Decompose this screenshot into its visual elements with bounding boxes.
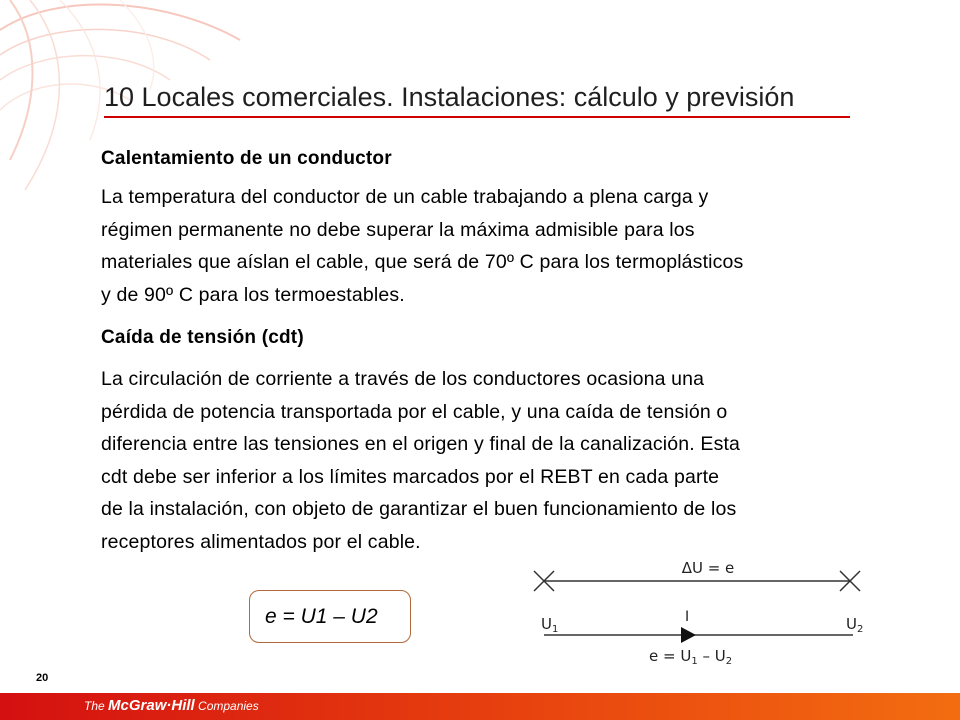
publisher-logo bbox=[84, 697, 259, 714]
paragraph-line: diferencia entre las tensiones en el origen y final de la canalización. Esta bbox=[101, 433, 741, 455]
voltage-drop-diagram bbox=[528, 555, 878, 670]
footer-bar bbox=[0, 693, 960, 720]
svg-text:U2 bbox=[846, 615, 863, 635]
bottom-formula-part: – U bbox=[697, 647, 726, 665]
u1-subscript: 1 bbox=[551, 624, 559, 635]
paragraph-line: La circulación de corriente a través de los conductores ocasiona una bbox=[101, 368, 705, 390]
bottom-formula-part: e = U bbox=[649, 647, 692, 665]
paragraph-line: pérdida de potencia transportada por el cable, y una caída de tensión o bbox=[101, 400, 728, 423]
current-arrow-icon bbox=[681, 627, 696, 643]
section-heading-calentamiento: Calentamiento de un conductor bbox=[101, 148, 392, 169]
section-heading-caida: Caída de tensión (cdt) bbox=[101, 327, 304, 348]
paragraph-line: y de 90º C para los termoestables. bbox=[101, 283, 405, 306]
svg-text:U1 bbox=[541, 615, 558, 635]
svg-text:e = U1 – U2 bbox=[649, 647, 732, 667]
slide-title: 10 Locales comerciales. Instalaciones: cálculo y previsión bbox=[104, 82, 795, 112]
paragraph-line: materiales que aíslan el cable, que será de 70º C para los termoplásticos bbox=[101, 251, 744, 273]
logo-companies: Companies bbox=[194, 699, 259, 713]
paragraph-line: régimen permanente no debe superar la máxima admisible para los bbox=[101, 218, 695, 241]
paragraph-line: receptores alimentados por el cable. bbox=[101, 530, 421, 553]
u2-label: U bbox=[846, 615, 857, 633]
current-label: I bbox=[685, 609, 690, 625]
logo-brand: McGraw·Hill bbox=[108, 697, 195, 714]
formula-text: e = U1 – U2 bbox=[265, 605, 378, 628]
page-number: 20 bbox=[36, 672, 49, 684]
paragraph-line: La temperatura del conductor de un cable trabajando a plena carga y bbox=[101, 186, 709, 208]
formula-box bbox=[249, 590, 411, 643]
paragraph-line: cdt debe ser inferior a los límites marcados por el REBT en cada parte bbox=[101, 465, 720, 488]
bottom-formula-sub: 2 bbox=[725, 656, 733, 667]
title-underline bbox=[104, 116, 850, 118]
delta-u-label: ΔU = e bbox=[681, 559, 735, 577]
logo-the: The bbox=[84, 699, 109, 713]
paragraph-caida bbox=[101, 363, 891, 558]
paragraph-line: de la instalación, con objeto de garantizar el buen funcionamiento de los bbox=[101, 498, 737, 520]
u1-label: U bbox=[541, 615, 552, 633]
bottom-formula-sub: 1 bbox=[691, 656, 698, 667]
u2-subscript: 2 bbox=[856, 624, 864, 635]
paragraph-calentamiento bbox=[101, 181, 891, 311]
